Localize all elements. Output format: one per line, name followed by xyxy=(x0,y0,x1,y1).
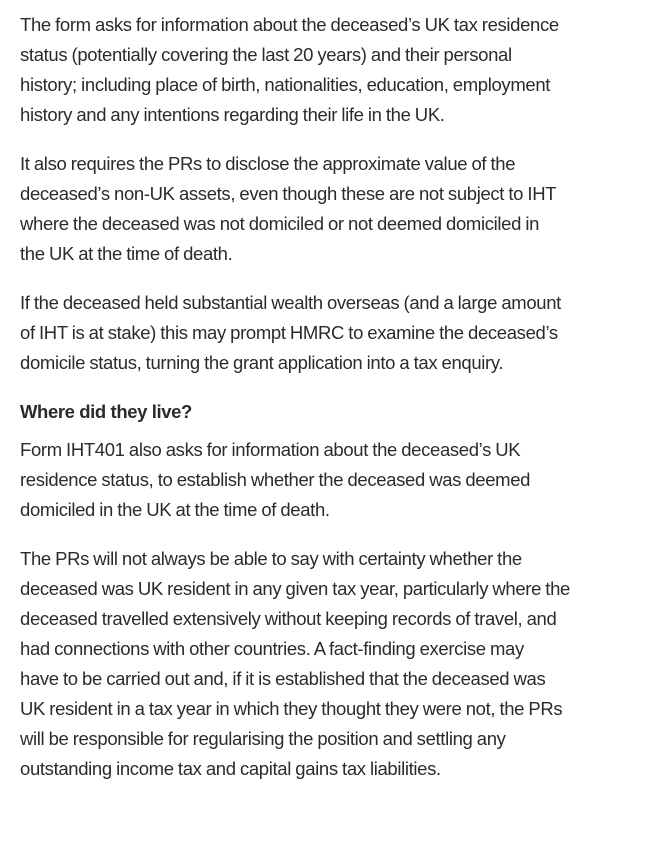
text-line: domiciled in the UK at the time of death. xyxy=(20,499,330,520)
text-line: have to be carried out and, if it is established that the deceased was xyxy=(20,668,546,689)
text-line: deceased travelled extensively without keeping records of travel, and xyxy=(20,608,557,629)
text-line: deceased’s non-UK assets, even though these are not subject to IHT xyxy=(20,183,557,204)
text-line: residence status, to establish whether the deceased was deemed xyxy=(20,469,531,490)
text-line: outstanding income tax and capital gains tax liabilities. xyxy=(20,758,441,779)
text-line: of IHT is at stake) this may prompt HMRC to examine the deceased’s xyxy=(20,322,558,343)
paragraph-iht401-residence xyxy=(20,435,645,525)
text-line: the UK at the time of death. xyxy=(20,243,233,264)
text-line: deceased was UK resident in any given tax year, particularly where the xyxy=(20,578,570,599)
text-line: status (potentially covering the last 20 years) and their personal xyxy=(20,44,512,65)
text-line: will be responsible for regularising the position and settling any xyxy=(20,728,506,749)
text-line: The form asks for information about the deceased’s UK tax residence xyxy=(20,14,559,35)
text-line: It also requires the PRs to disclose the approximate value of the xyxy=(20,153,516,174)
paragraph-non-uk-assets xyxy=(20,149,645,269)
text-line: where the deceased was not domiciled or not deemed domiciled in xyxy=(20,213,540,234)
paragraph-tax-residence-info xyxy=(20,10,645,130)
text-line: domicile status, turning the grant application into a tax enquiry. xyxy=(20,352,504,373)
paragraph-overseas-wealth xyxy=(20,288,645,378)
paragraph-prs-certainty xyxy=(20,544,645,784)
section-heading: Where did they live? xyxy=(20,401,192,422)
text-line: The PRs will not always be able to say with certainty whether the xyxy=(20,548,522,569)
text-line: Form IHT401 also asks for information about the deceased’s UK xyxy=(20,439,521,460)
text-line: had connections with other countries. A fact-finding exercise may xyxy=(20,638,524,659)
text-line: UK resident in a tax year in which they thought they were not, the PRs xyxy=(20,698,563,719)
text-line: history; including place of birth, nationalities, education, employment xyxy=(20,74,551,95)
text-line: If the deceased held substantial wealth overseas (and a large amount xyxy=(20,292,561,313)
text-line: history and any intentions regarding their life in the UK. xyxy=(20,104,445,125)
